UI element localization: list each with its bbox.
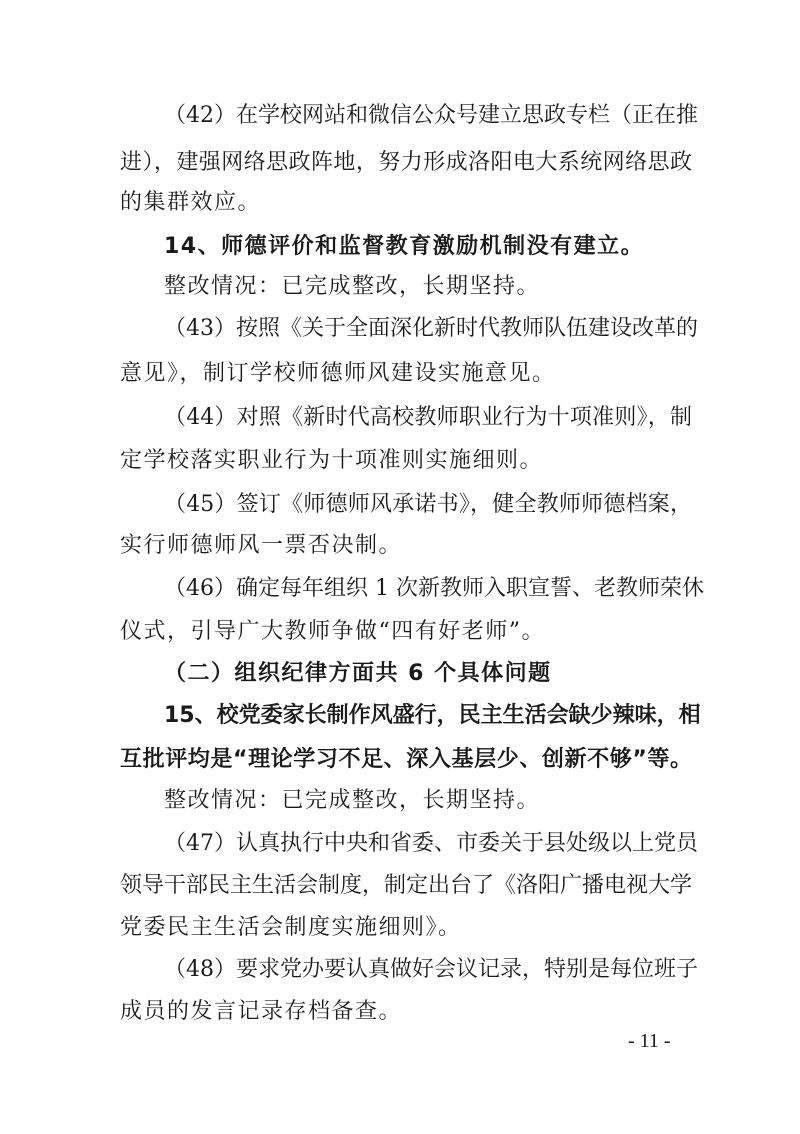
issue-14-heading: 14、师德评价和监督教育激励机制没有建立。: [164, 234, 645, 259]
paragraph-42-line-2: 进），建强网络思政阵地，努力形成洛阳电大系统网络思政: [120, 150, 692, 175]
paragraph-46-line-2: 仪式，引导广大教师争做“四有好老师”。: [120, 619, 545, 644]
section-heading-organizational-discipline: （二）组织纪律方面共 6 个具体问题: [164, 661, 552, 686]
paragraph-48-line-2: 成员的发言记录存档备查。: [120, 999, 403, 1024]
paragraph-43-line-2: 意见》，制订学校师德师风建设实施意见。: [120, 361, 556, 386]
paragraph-44-line-2: 定学校落实职业行为十项准则实施细则。: [120, 448, 544, 473]
paragraph-45-line-2: 实行师德师风一票否决制。: [120, 533, 403, 558]
paragraph-43-line-1: （43）按照《关于全面深化新时代教师队伍建设改革的: [164, 316, 698, 341]
issue-14-status: 整改情况：已完成整改，长期坚持。: [164, 274, 541, 299]
paragraph-46-line-1: （46）确定每年组织 1 次新教师入职宣誓、老教师荣休: [164, 576, 704, 601]
page-number: - 11 -: [628, 1030, 671, 1052]
issue-15-heading-line-2: 互批评均是“理论学习不足、深入基层少、创新不够”等。: [120, 747, 692, 772]
paragraph-47-line-2: 领导干部民主生活会制度，制定出台了《洛阳广播电视大学: [120, 873, 693, 898]
issue-15-status: 整改情况：已完成整改，长期坚持。: [164, 788, 541, 813]
paragraph-45-line-1: （45）签订《师德师风承诺书》，健全教师师德档案，: [164, 492, 692, 517]
paragraph-42-line-3: 的集群效应。: [120, 190, 262, 215]
paragraph-44-line-1: （44）对照《新时代高校教师职业行为十项准则》，制: [164, 405, 692, 430]
paragraph-48-line-1: （48）要求党办要认真做好会议记录，特别是每位班子: [164, 957, 698, 982]
issue-15-heading-line-1: 15、校党委家长制作风盛行，民主生活会缺少辣味，相: [164, 703, 701, 728]
paragraph-42-line-1: （42）在学校网站和微信公众号建立思政专栏（正在推: [164, 103, 698, 128]
paragraph-47-line-3: 党委民主生活会制度实施细则》。: [120, 915, 462, 940]
paragraph-47-line-1: （47）认真执行中央和省委、市委关于县处级以上党员: [164, 831, 698, 856]
